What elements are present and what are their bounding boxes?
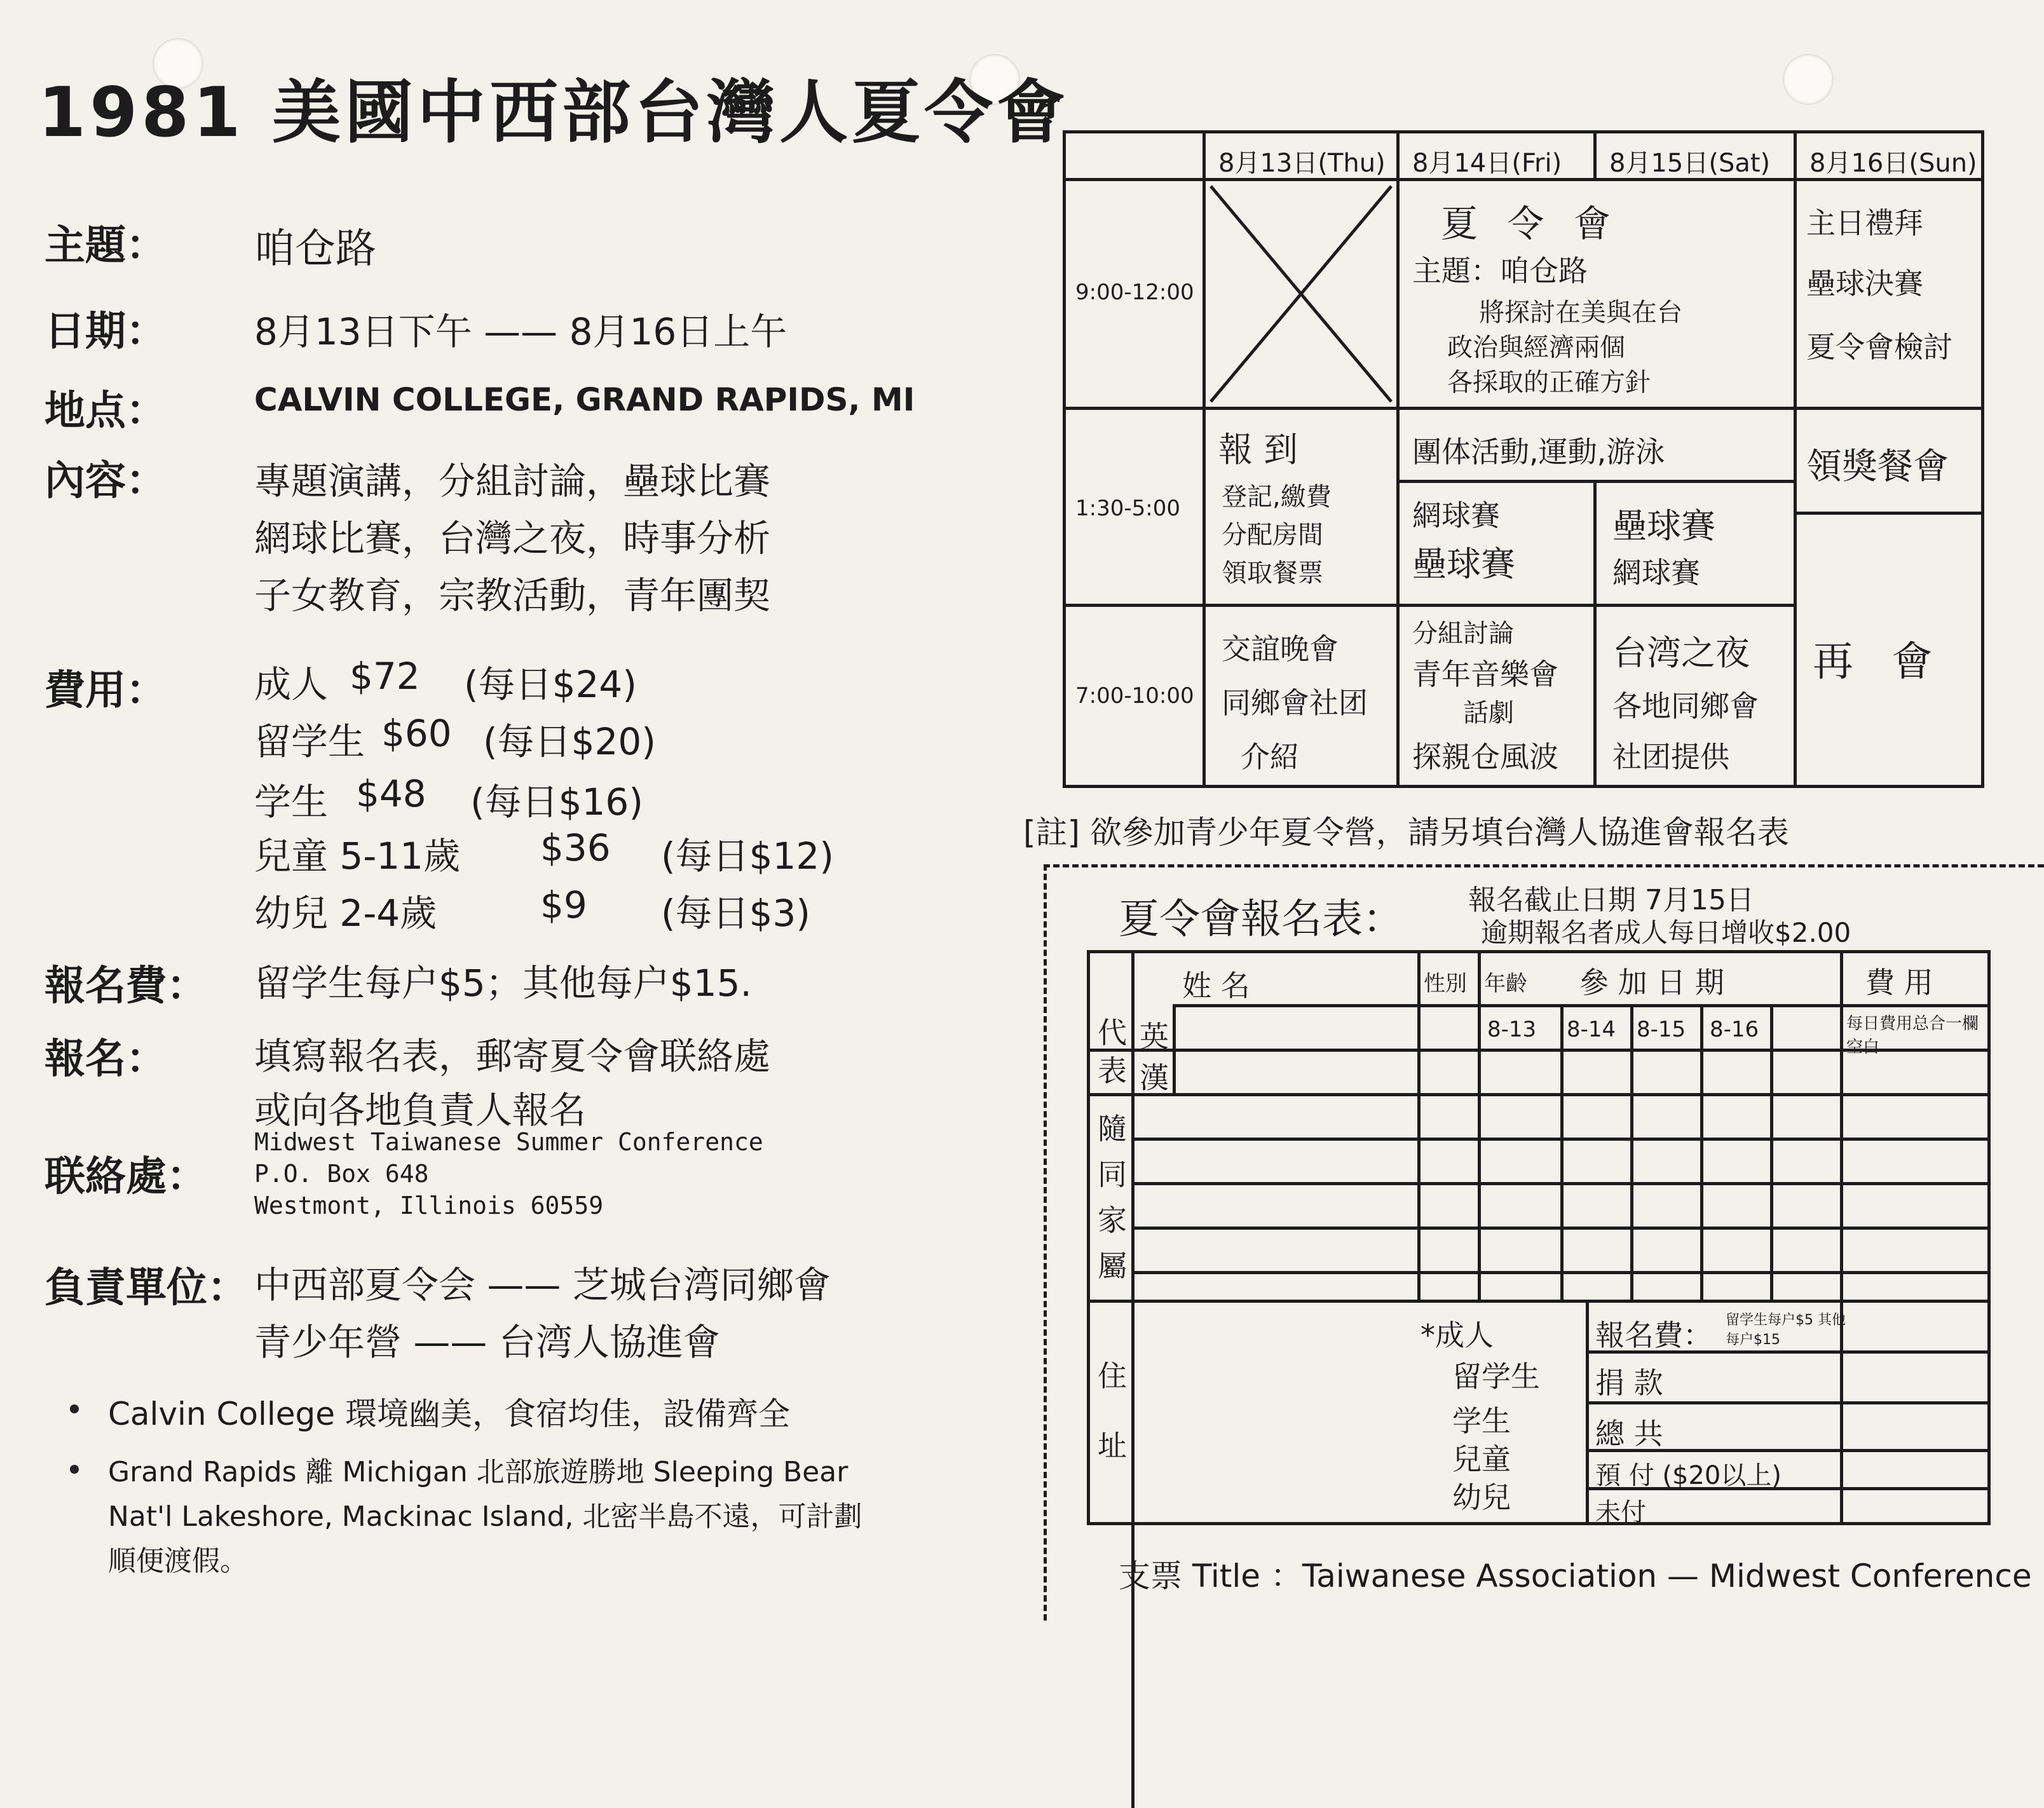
- time-slot: 1:30-5:00: [1075, 496, 1180, 521]
- conference-heading: 夏 令 會: [1441, 202, 1619, 245]
- contact-line-1: Midwest Taiwanese Summer Conference: [254, 1128, 763, 1156]
- col-fee: 費 用: [1865, 965, 1933, 1000]
- schedule-table: [1063, 130, 1984, 788]
- bullet-dot: [70, 1465, 79, 1474]
- registration-grid: [1087, 950, 1991, 1525]
- fee-daily: (每日$24): [464, 663, 637, 706]
- fee-daily: (每日$16): [470, 780, 643, 824]
- bullet-2-end: 順便渡假。: [108, 1545, 248, 1577]
- sat-evening-item: 社团提供: [1612, 740, 1729, 774]
- conference-desc: 將探討在美與在台: [1479, 298, 1682, 327]
- fee-who: 成人: [254, 663, 329, 706]
- sun-morning-item: 夏令會檢討: [1806, 330, 1952, 364]
- form-deadline: 報名截止日期 7月15日: [1468, 884, 1754, 916]
- donation-field: 捐 款: [1595, 1366, 1663, 1400]
- col-sex: 性別: [1424, 971, 1467, 996]
- day-header: 8月16日(Sun): [1809, 149, 1977, 178]
- day-header: 8月14日(Fri): [1412, 149, 1562, 178]
- total-field: 總 共: [1595, 1417, 1663, 1451]
- fri-evening-item: 分組討論: [1412, 619, 1514, 648]
- contact-label: 联絡處：: [44, 1153, 207, 1200]
- category: *成人: [1421, 1318, 1494, 1352]
- fee-amount: $60: [381, 712, 452, 755]
- fri-evening-item: 話劇: [1463, 698, 1514, 728]
- theme-label: 主題：: [44, 222, 167, 269]
- sat-evening-item: 各地同鄉會: [1612, 689, 1759, 723]
- fee-label: 費用：: [44, 667, 167, 714]
- day-header: 8月15日(Sat): [1609, 149, 1771, 178]
- bullet-2-cont: Nat'l Lakeshore, Mackinac Island, 北密半島不遠，可計劃: [108, 1500, 862, 1533]
- day-col: 8-15: [1637, 1017, 1686, 1042]
- fee-who: 留学生: [254, 720, 365, 763]
- place-value: CALVIN COLLEGE, GRAND RAPIDS, MI: [254, 381, 915, 418]
- bullet-2: Grand Rapids 離 Michigan 北部旅遊勝地 Sleeping Bear: [108, 1456, 848, 1488]
- fri-evening-item: 青年音樂會: [1412, 657, 1558, 691]
- conference-theme: 主題：咱仓路: [1412, 254, 1588, 288]
- page-title: 1981 美國中西部台灣人夏令會: [38, 73, 1070, 153]
- fee-amount: $36: [540, 826, 611, 869]
- date-value: 8月13日下午 —— 8月16日上午: [254, 310, 787, 353]
- punch-hole-right: [1783, 54, 1834, 105]
- sun-morning-item: 主日禮拜: [1806, 206, 1923, 240]
- fee-note: 每日費用总合一欄空白: [1846, 1014, 1979, 1057]
- date-label: 日期：: [44, 308, 167, 355]
- theme-value: 咱仓路: [254, 226, 376, 273]
- regfee-note: 留学生每户$5 其他每户$15: [1726, 1312, 1846, 1348]
- fri-evening-item: 探親仓風波: [1412, 740, 1558, 774]
- day-col: 8-13: [1487, 1017, 1537, 1042]
- sat-afternoon-item: 網球賽: [1612, 555, 1700, 590]
- awards-dinner: 領獎餐會: [1806, 446, 1949, 487]
- fee-who: 学生: [254, 780, 329, 824]
- time-slot: 9:00-12:00: [1075, 280, 1194, 305]
- unpaid-field: 未付: [1595, 1498, 1646, 1527]
- register-label: 報名：: [44, 1036, 167, 1083]
- conference-desc: 各採取的正確方針: [1447, 368, 1651, 397]
- content-label: 內容：: [44, 458, 167, 505]
- regfee-label: 報名費：: [44, 963, 207, 1010]
- fee-amount: $9: [540, 883, 587, 927]
- checkin-item: 分配房間: [1222, 520, 1323, 550]
- cross-mark: [1206, 181, 1396, 407]
- fee-amount: $48: [356, 772, 426, 815]
- category: 留学生: [1452, 1359, 1540, 1394]
- check-title: 支票 Title ：Taiwanese Association — Midwest Conference: [1119, 1558, 2032, 1594]
- category: 兒童: [1452, 1442, 1511, 1476]
- org-line-2: 青少年營 —— 台湾人協進會: [254, 1321, 720, 1364]
- fee-daily: (每日$3): [661, 892, 811, 935]
- org-label: 負責單位：: [44, 1265, 248, 1312]
- fee-who: 兒童 5-11歲: [254, 834, 461, 878]
- content-line-1: 專題演講，分組討論，壘球比賽: [254, 459, 771, 503]
- address-label: 住址: [1098, 1359, 1127, 1463]
- register-line-1: 填寫報名表，郵寄夏令會联絡處: [254, 1035, 771, 1078]
- youth-camp-note: [註] 欲參加青少年夏令營，請另填台灣人協進會報名表: [1023, 814, 1789, 851]
- fee-amount: $72: [350, 655, 420, 698]
- sat-evening-item: 台湾之夜: [1612, 633, 1750, 673]
- thu-evening-item: 介紹: [1241, 740, 1299, 774]
- farewell: 再 會: [1813, 639, 1945, 686]
- bullet-dot: [70, 1404, 79, 1413]
- category: 幼兒: [1452, 1480, 1511, 1514]
- day-col: 8-14: [1567, 1017, 1616, 1042]
- thu-evening-item: 交誼晚會: [1222, 632, 1339, 666]
- col-days: 參 加 日 期: [1579, 965, 1724, 1000]
- sun-morning-item: 壘球決賽: [1806, 266, 1923, 301]
- form-title: 夏令會報名表：: [1119, 896, 1403, 943]
- representative-label: 代表: [1098, 1016, 1127, 1088]
- thu-evening-item: 同鄉會社团: [1222, 686, 1368, 720]
- contact-line-2: P.O. Box 648: [254, 1160, 429, 1188]
- regfee-field: 報名費：: [1595, 1318, 1712, 1352]
- english-name-label: 英: [1140, 1019, 1169, 1054]
- late-fee-note: 逾期報名者成人每日增收$2.00: [1481, 917, 1851, 948]
- sat-afternoon-item: 壘球賽: [1612, 506, 1715, 546]
- fee-daily: (每日$20): [483, 720, 656, 763]
- day-header: 8月13日(Thu): [1218, 149, 1386, 178]
- contact-line-3: Westmont, Illinois 60559: [254, 1192, 604, 1220]
- day-col: 8-16: [1710, 1017, 1759, 1042]
- content-line-2: 網球比賽，台灣之夜，時事分析: [254, 517, 771, 560]
- fri-afternoon-item: 網球賽: [1412, 498, 1500, 533]
- col-age: 年齡: [1484, 971, 1527, 996]
- checkin-heading: 報 到: [1218, 430, 1298, 470]
- chinese-name-label: 漢: [1140, 1061, 1169, 1095]
- fee-daily: (每日$12): [661, 834, 834, 878]
- fri-afternoon-item: 壘球賽: [1412, 544, 1515, 584]
- content-line-3: 子女教育，宗教活動，青年團契: [254, 574, 771, 617]
- companions-label: 隨同家屬: [1098, 1111, 1127, 1283]
- org-line-1: 中西部夏令会 —— 芝城台湾同鄉會: [254, 1263, 831, 1307]
- conference-desc: 政治與經濟兩個: [1447, 333, 1625, 362]
- regfee-value: 留学生每户$5；其他每户$15.: [254, 962, 752, 1005]
- prepaid-field: 預 付 ($20以上): [1595, 1461, 1782, 1490]
- category: 学生: [1452, 1404, 1511, 1438]
- place-label: 地点：: [44, 388, 167, 435]
- register-line-2: 或向各地負責人報名: [254, 1089, 587, 1132]
- time-slot: 7:00-10:00: [1075, 683, 1194, 709]
- checkin-item: 登記,繳費: [1222, 482, 1332, 512]
- group-activities: 團体活動,運動,游泳: [1412, 435, 1665, 469]
- col-name: 姓 名: [1182, 969, 1250, 1003]
- bullet-1: Calvin College 環境幽美，食宿均佳，設備齊全: [108, 1396, 790, 1432]
- fee-who: 幼兒 2-4歲: [254, 892, 437, 935]
- checkin-item: 領取餐票: [1222, 559, 1323, 588]
